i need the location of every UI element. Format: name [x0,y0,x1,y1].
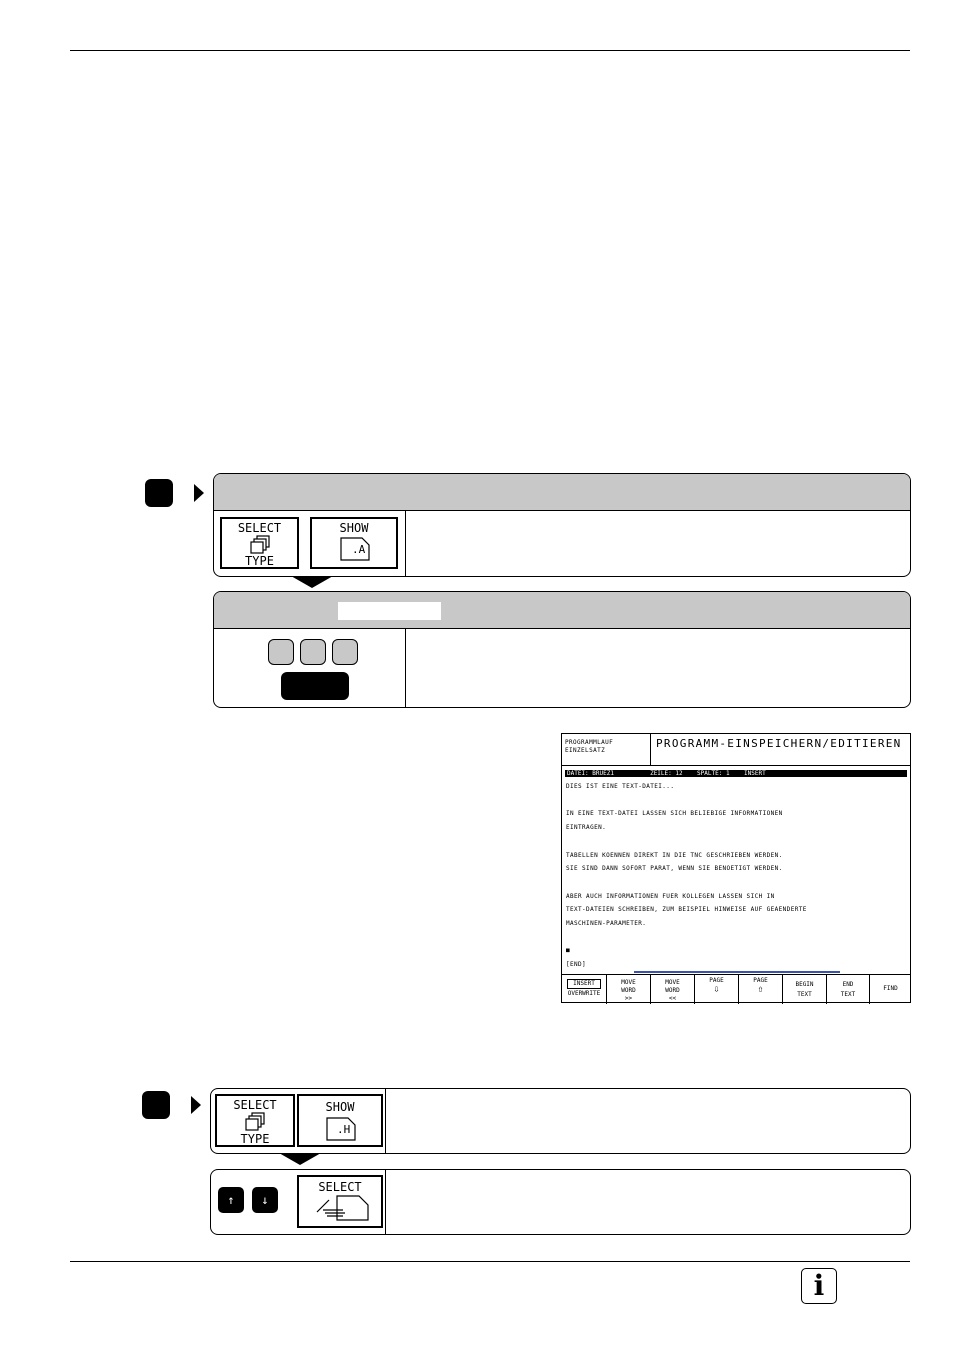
text-line: MASCHINEN-PARAMETER. [566,920,647,927]
stacked-pages-icon [244,1112,268,1132]
step2-panel-a [210,1088,911,1154]
key-grey-2[interactable] [300,639,326,665]
panel-divider [385,1170,386,1234]
page-down-softkey[interactable] [694,975,738,1004]
softkey-label: SELECT [233,1098,277,1112]
select-type-softkey[interactable] [215,1094,295,1147]
file-ext-label: .A [352,543,366,556]
end-text-softkey[interactable] [826,975,869,1004]
status-bar: DATEI: BRUEZ1 ZEILE: 12 SPALTE: 1 INSERT [565,770,907,777]
softkey-label: END [842,981,854,988]
show-h-softkey[interactable] [297,1094,383,1147]
filename-field[interactable] [338,602,441,620]
info-icon: i [801,1268,837,1304]
bottom-rule [70,1261,910,1262]
softkey-label: WORD [665,987,680,994]
begin-text-softkey[interactable] [782,975,826,1004]
top-rule [70,50,910,51]
step-bullet [142,1091,170,1119]
softkey-label: SHOW [325,1100,355,1114]
text-line: TEXT-DATEIEN SCHREIBEN, ZUM BEISPIEL HINWEISE AUF GEAENDERTE [566,906,807,913]
softkey-label: SELECT [237,521,282,535]
select-type-softkey[interactable] [220,517,299,569]
arrow-up-key[interactable]: ↑ [218,1187,244,1213]
stacked-pages-icon [249,535,273,555]
panel-divider [385,1089,386,1153]
screen-title: PROGRAMM-EINSPEICHERN/EDITIEREN [656,737,902,750]
softkey-label: SHOW [339,521,369,535]
text-line: EINTRAGEN. [566,824,607,831]
softkey-label: TEXT [797,991,812,998]
softkey-label: PAGE [709,977,724,984]
screen-softkey-row [562,974,910,1004]
softkey-label: TYPE [245,554,274,568]
mode-box [562,734,651,766]
ent-key[interactable] [281,672,349,700]
arrow-down-key[interactable]: ↓ [252,1187,278,1213]
page-down-icon: ⇩ [713,984,720,995]
panel-divider [405,511,406,576]
softkey-label: INSERT [567,979,601,989]
select-softkey[interactable] [297,1175,383,1228]
down-arrow-icon [291,576,333,588]
title-box [650,734,910,766]
step2-panel-b [210,1169,911,1235]
scroll-indicator[interactable] [634,971,840,973]
tnc-screen [561,733,911,1003]
step-arrow-icon [191,1096,201,1114]
text-line: TABELLEN KOENNEN DIREKT IN DIE TNC GESCHRIEBEN WERDEN. [566,852,783,859]
mode-line: PROGRAMMLAUF [565,739,614,746]
softkey-label: TEXT [840,991,856,998]
panel-header [214,592,910,629]
find-softkey[interactable] [869,975,911,1004]
softkey-label: >> [624,995,633,1002]
softkey-label: TYPE [240,1132,270,1146]
softkey-label: BEGIN [795,981,814,988]
page-up-icon: ⇧ [757,984,764,995]
mode-line: EINZELSATZ [565,747,606,754]
step1-panel-a [213,473,911,577]
down-arrow-icon [279,1153,321,1165]
step-arrow-icon [194,484,204,502]
file-ext-label: .H [337,1123,351,1136]
softkey-label: OVERWRITE [567,990,601,997]
panel-header [214,474,910,511]
panel-divider [405,629,406,707]
key-grey-3[interactable] [332,639,358,665]
text-line: SIE SIND DANN SOFORT PARAT, WENN SIE BENOETIGT WERDEN. [566,865,783,872]
softkey-label: MOVE [621,979,636,986]
hand-pointer-icon [315,1195,369,1221]
text-line: IN EINE TEXT-DATEI LASSEN SICH BELIEBIGE INFORMATIONEN [566,810,783,817]
step1-panel-b [213,591,911,708]
softkey-label: << [668,995,677,1002]
move-word-right-softkey[interactable] [606,975,650,1004]
step-bullet [145,479,173,507]
page-up-softkey[interactable] [738,975,782,1004]
text-line: ABER AUCH INFORMATIONEN FUER KOLLEGEN LASSEN SICH IN [566,893,775,900]
softkey-label: MOVE [665,979,680,986]
text-line: DIES IST EINE TEXT-DATEI... [566,783,675,790]
end-marker: [END] [566,961,587,968]
insert-overwrite-softkey[interactable] [562,975,606,1004]
softkey-label: FIND [883,985,898,992]
show-a-softkey[interactable] [310,517,398,569]
softkey-label: WORD [621,987,636,994]
move-word-left-softkey[interactable] [650,975,694,1004]
key-grey-1[interactable] [268,639,294,665]
softkey-label: PAGE [753,977,768,984]
cursor: ■ [566,947,571,954]
softkey-label: SELECT [318,1180,362,1194]
